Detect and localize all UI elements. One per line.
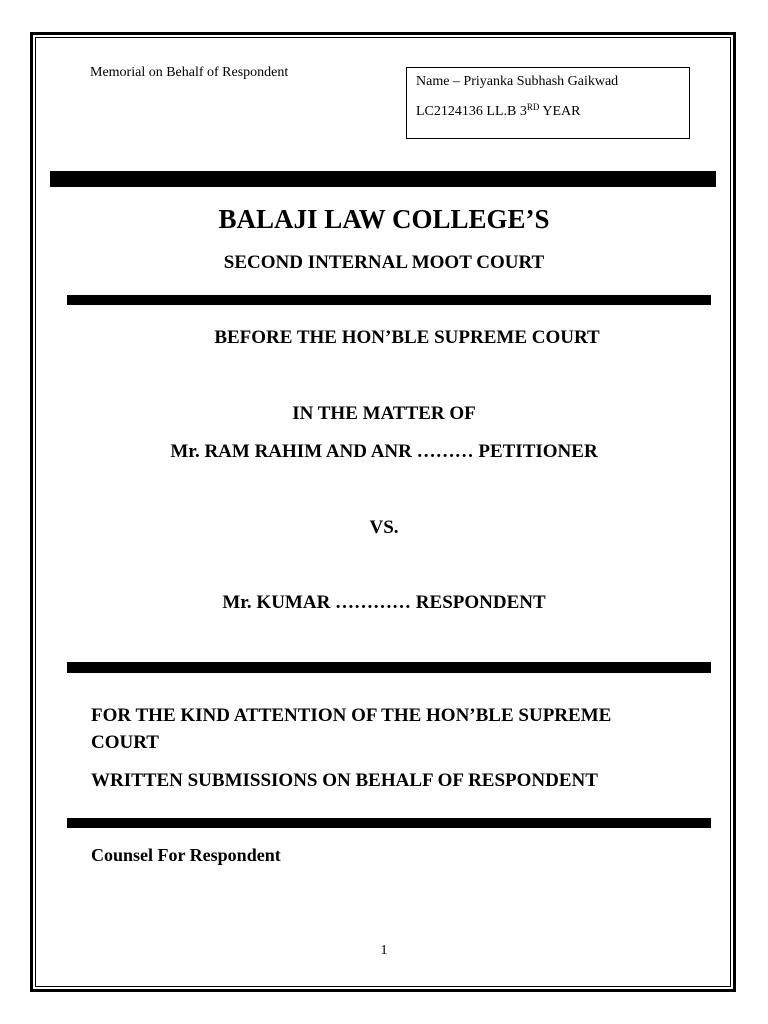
page-number: 1 <box>380 943 388 958</box>
respondent-line: Mr. KUMAR ………… RESPONDENT <box>222 592 546 613</box>
student-info-box <box>406 67 690 139</box>
year-ordinal: RD <box>526 102 540 112</box>
year-label: YEAR <box>539 104 581 119</box>
divider-top <box>50 171 716 187</box>
student-id-line <box>416 104 580 120</box>
college-title: BALAJI LAW COLLEGE’S <box>218 204 550 234</box>
petitioner-line: Mr. RAM RAHIM AND ANR ……… PETITIONER <box>170 441 598 462</box>
moot-court-title: SECOND INTERNAL MOOT COURT <box>223 252 545 273</box>
submissions-heading: WRITTEN SUBMISSIONS ON BEHALF OF RESPONDENT <box>91 770 598 791</box>
counsel-label: Counsel For Respondent <box>91 845 281 865</box>
divider-title <box>67 295 711 305</box>
memorial-label: Memorial on Behalf of Respondent <box>90 65 289 80</box>
student-id: LC2124136 LL.B 3 <box>416 104 527 119</box>
divider-middle <box>67 662 711 673</box>
matter-heading: IN THE MATTER OF <box>292 403 476 424</box>
versus-label: VS. <box>369 517 399 538</box>
attention-line-1: FOR THE KIND ATTENTION OF THE HON’BLE SUPREME <box>91 705 612 726</box>
divider-bottom <box>67 818 711 828</box>
attention-line-2: COURT <box>91 732 159 753</box>
court-heading: BEFORE THE HON’BLE SUPREME COURT <box>214 327 600 348</box>
student-name: Name – Priyanka Subhash Gaikwad <box>416 74 619 89</box>
